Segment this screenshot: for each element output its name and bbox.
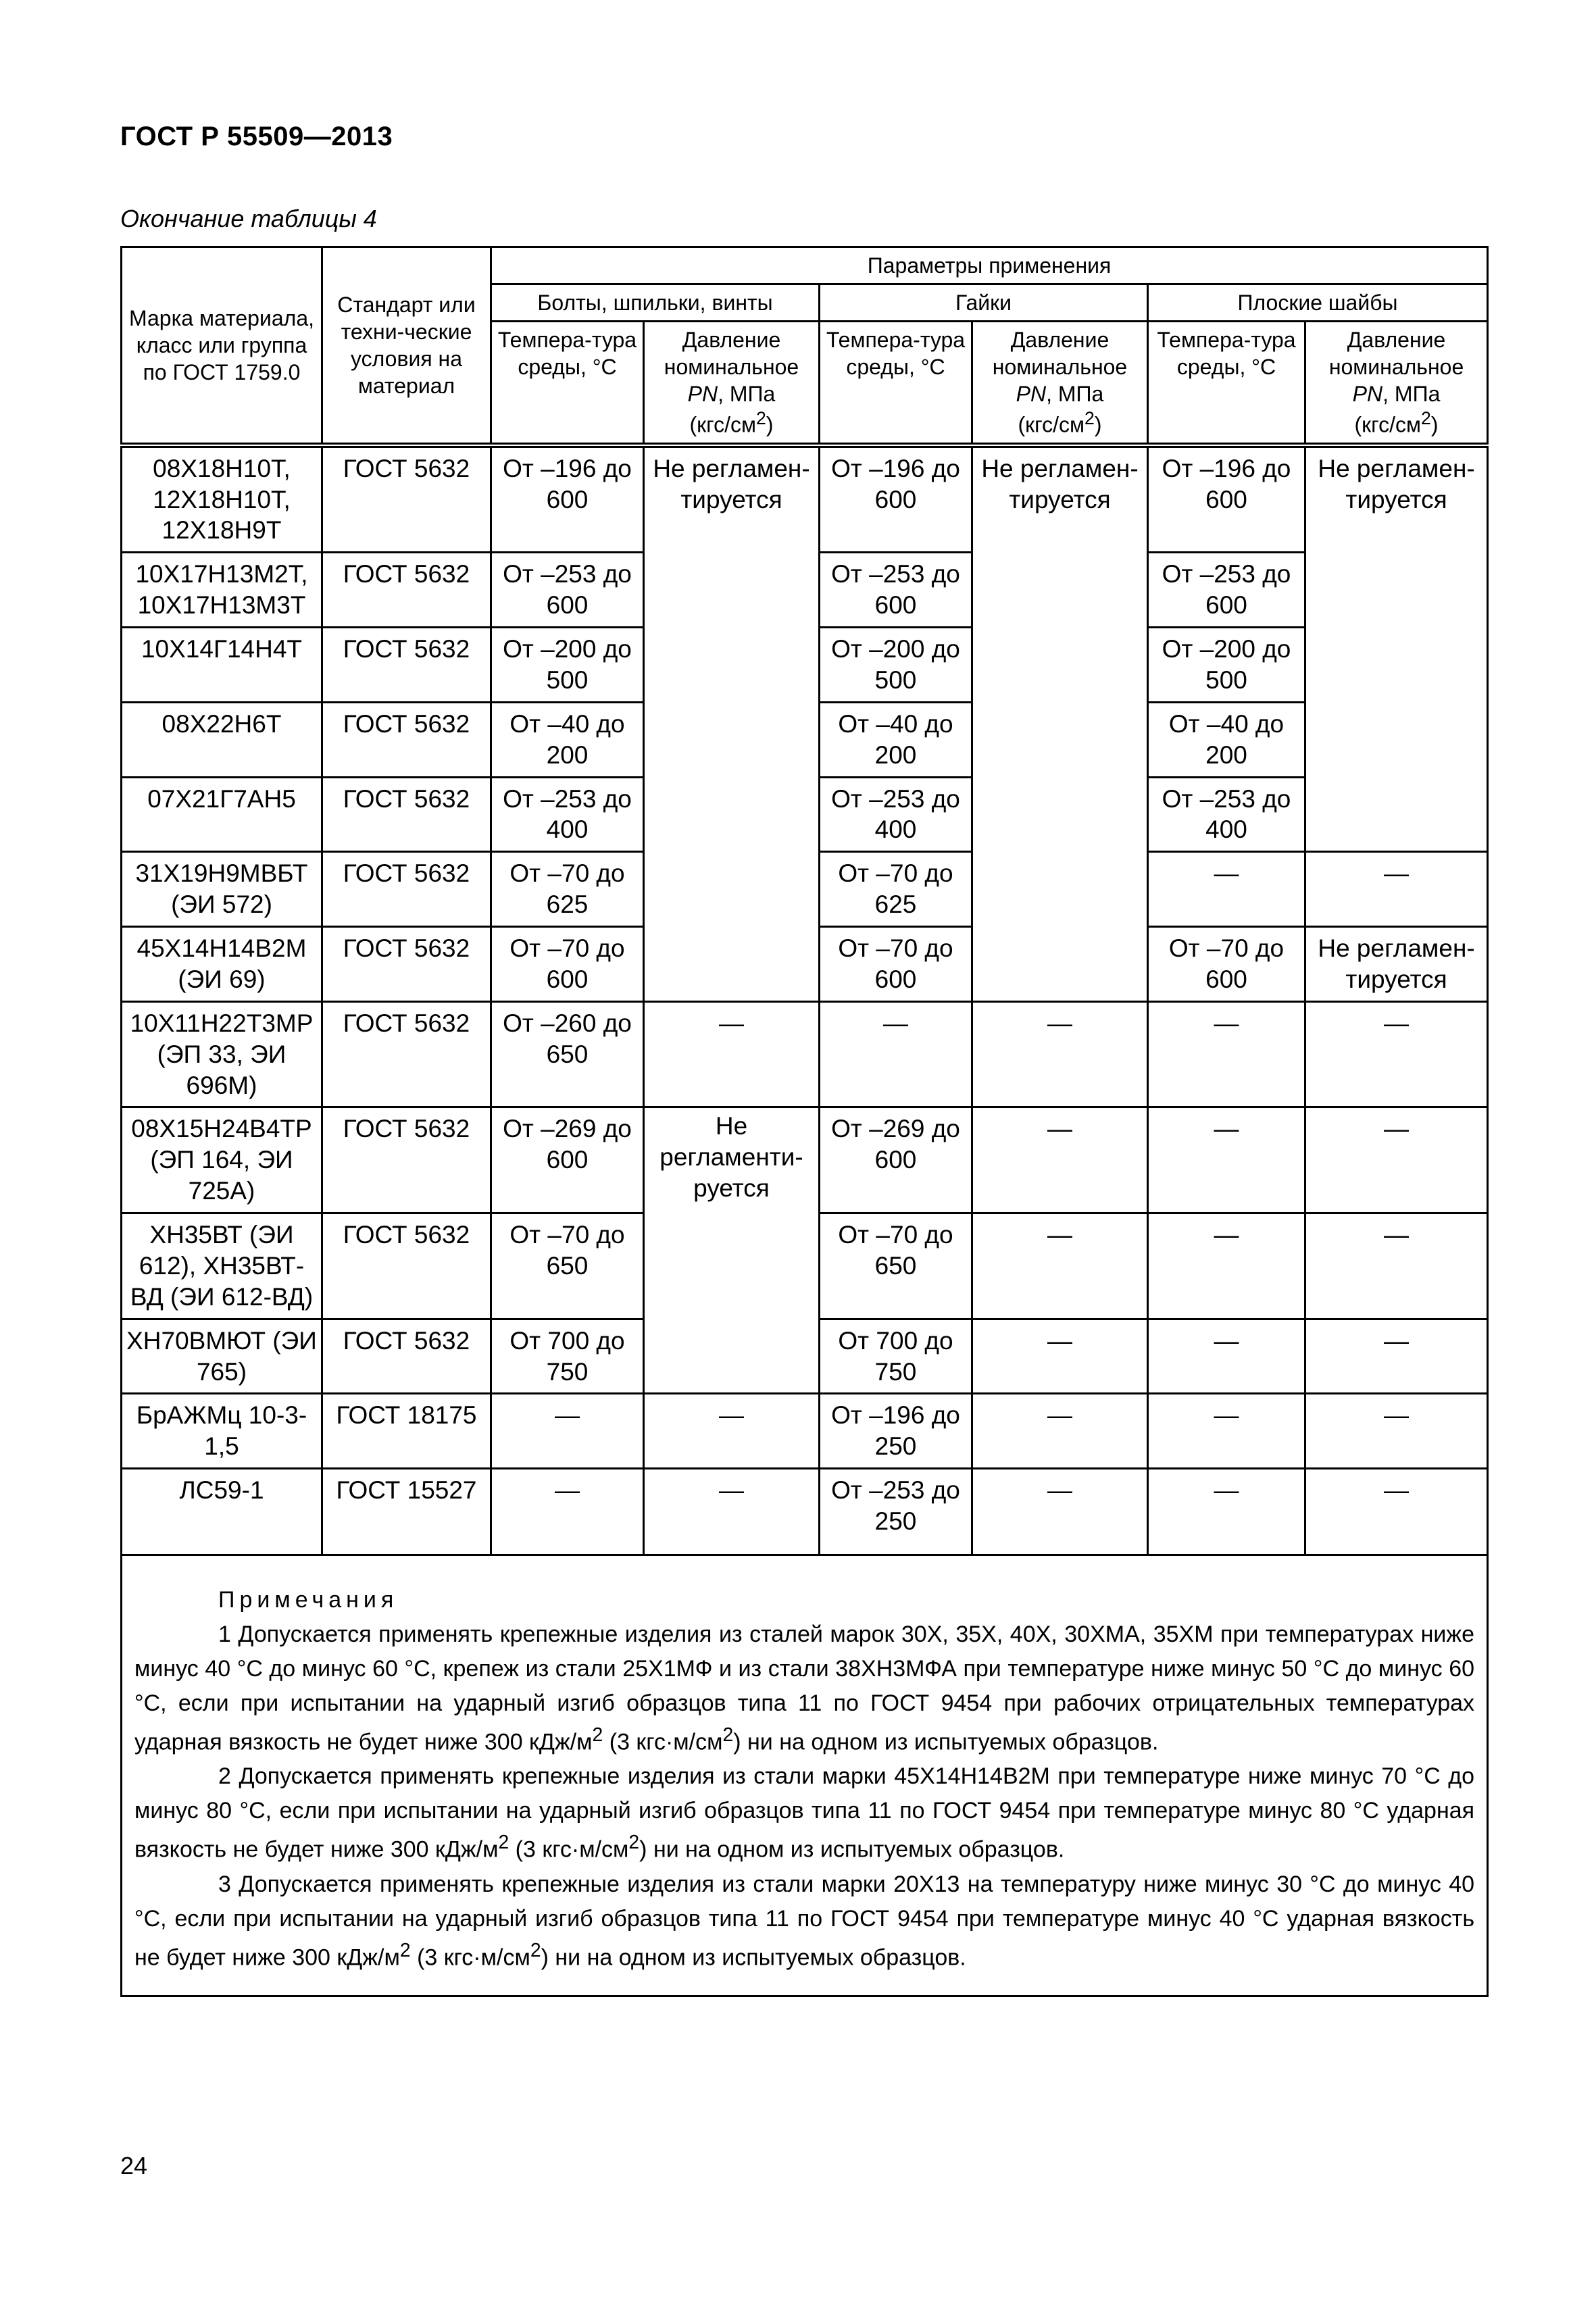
cell-standard: ГОСТ 5632: [322, 1213, 491, 1319]
cell-washer-temp: От –196 до 600: [1148, 445, 1305, 553]
cell-material: 10Х14Г14Н4Т: [122, 628, 322, 703]
header-standard: Стандарт или техни-ческие условия на материал: [322, 247, 491, 445]
cell-bolt-temp: От –269 до 600: [491, 1107, 644, 1213]
cell-material: 07Х21Г7АН5: [122, 777, 322, 852]
cell-nut-temp: От –253 до 250: [820, 1469, 972, 1555]
header-temperature: Темпера-тура среды, °С: [820, 322, 972, 445]
notes-title: Примечания: [218, 1587, 399, 1613]
cell-washer-temp: От –70 до 600: [1148, 927, 1305, 1002]
cell-washer-pressure: —: [1305, 1213, 1488, 1319]
cell-washer-temp: От –253 до 400: [1148, 777, 1305, 852]
header-parameters: Параметры применения: [491, 247, 1488, 284]
notes-cell: [122, 1555, 1488, 1996]
cell-nut-temp: От –253 до 400: [820, 777, 972, 852]
cell-nut-pressure: —: [972, 1001, 1148, 1107]
cell-washer-temp: От –40 до 200: [1148, 702, 1305, 777]
cell-washer-pressure: —: [1305, 1107, 1488, 1213]
cell-washer-temp: —: [1148, 1319, 1305, 1394]
cell-washer-temp: От –200 до 500: [1148, 628, 1305, 703]
cell-washer-pressure: —: [1305, 1319, 1488, 1394]
cell-nut-pressure: —: [972, 1394, 1148, 1469]
cell-standard: ГОСТ 5632: [322, 1107, 491, 1213]
table-row: [122, 1107, 1488, 1213]
cell-washer-pressure-merged: Не регламен-тируется: [1305, 445, 1488, 852]
cell-bolt-pressure: —: [644, 1001, 820, 1107]
cell-material: БрАЖМц 10-3-1,5: [122, 1394, 322, 1469]
document-title: ГОСТ Р 55509—2013: [120, 122, 393, 151]
cell-washer-temp: От –253 до 600: [1148, 553, 1305, 628]
cell-washer-temp: —: [1148, 852, 1305, 927]
cell-material: 45Х14Н14В2М (ЭИ 69): [122, 927, 322, 1002]
header-pressure: Давление номинальное PN, МПа $(кгс/см^2)$: [1305, 322, 1488, 445]
page-number: 24: [120, 2152, 148, 2180]
table-row: [122, 445, 1488, 553]
cell-bolt-temp: От –70 до 600: [491, 927, 644, 1002]
note-3: 3 Допускается применять крепежные изделия из стали марки 20Х13 на температуру ниже минус 30 °С до минус 40 °С, если при испытании на ударный изгиб образцов типа 11 по ГОСТ 9454 при температуре минус 40 °С ударная вязкость не будет ниже 300 кДж/$м^2$ (3 $кгс\cdot м/см^2$) ни на одном из испытуемых образцов.: [134, 1871, 1475, 1971]
cell-material: 08Х15Н24В4ТР (ЭП 164, ЭИ 725А): [122, 1107, 322, 1213]
cell-washer-temp: —: [1148, 1213, 1305, 1319]
cell-standard: ГОСТ 5632: [322, 553, 491, 628]
cell-washer-pressure: —: [1305, 1469, 1488, 1555]
cell-nut-temp: От –70 до 600: [820, 927, 972, 1002]
cell-bolt-temp: —: [491, 1469, 644, 1555]
cell-bolt-temp: От –70 до 650: [491, 1213, 644, 1319]
cell-material: 10Х17Н13М2Т, 10Х17Н13М3Т: [122, 553, 322, 628]
header-washers: Плоские шайбы: [1148, 284, 1488, 322]
note-2: 2 Допускается применять крепежные изделия из стали марки 45Х14Н14В2М при температуре ниже минус 70 °С до минус 80 °С, если при испытании на ударный изгиб образцов типа 11 по ГОСТ 9454 при температуре минус 80 °С ударная вязкость не будет ниже 300 кДж/$м^2$ (3 $кгс\cdot м/см^2$) ни на одном из испытуемых образцов.: [134, 1763, 1475, 1863]
cell-nut-temp: От –40 до 200: [820, 702, 972, 777]
cell-nut-temp: От –253 до 600: [820, 553, 972, 628]
cell-washer-pressure: —: [1305, 852, 1488, 927]
cell-bolt-temp: От –253 до 600: [491, 553, 644, 628]
cell-bolt-pressure-merged: Не регламен-тируется: [644, 445, 820, 1002]
cell-bolt-temp: От –196 до 600: [491, 445, 644, 553]
table-caption: Окончание таблицы 4: [120, 205, 377, 232]
note-1: 1 Допускается применять крепежные изделия из сталей марок 30Х, 35Х, 40Х, 30ХМА, 35ХМ при температурах ниже минус 40 °С до минус 60 °С, крепеж из стали 25Х1МФ и из стали 38ХН3МФА при температуре ниже минус 50 °С до минус 60 °С, если при испытании на ударный изгиб образцов типа 11 по ГОСТ 9454 при рабочих отрицательных температурах ударная вязкость не будет ниже 300 кДж/$м^2$ (3 $кгс\cdot м/см^2$) ни на одном из испытуемых образцов.: [134, 1621, 1475, 1755]
table-row: [122, 1469, 1488, 1555]
cell-bolt-temp: —: [491, 1394, 644, 1469]
cell-nut-temp: От –269 до 600: [820, 1107, 972, 1213]
cell-standard: ГОСТ 15527: [322, 1469, 491, 1555]
cell-material: ЛС59-1: [122, 1469, 322, 1555]
cell-nut-pressure: —: [972, 1213, 1148, 1319]
cell-nut-temp: От 700 до 750: [820, 1319, 972, 1394]
cell-standard: ГОСТ 5632: [322, 445, 491, 553]
cell-bolt-temp: От –70 до 625: [491, 852, 644, 927]
table-row: [122, 1001, 1488, 1107]
cell-nut-pressure: —: [972, 1469, 1148, 1555]
cell-nut-temp: От –196 до 600: [820, 445, 972, 553]
cell-washer-temp: —: [1148, 1001, 1305, 1107]
cell-bolt-pressure: —: [644, 1469, 820, 1555]
cell-standard: ГОСТ 5632: [322, 927, 491, 1002]
cell-nut-temp: От –70 до 625: [820, 852, 972, 927]
header-material: Марка материала, класс или группа по ГОСТ 1759.0: [122, 247, 322, 445]
cell-standard: ГОСТ 5632: [322, 852, 491, 927]
header-temperature: Темпера-тура среды, °С: [491, 322, 644, 445]
cell-standard: ГОСТ 5632: [322, 777, 491, 852]
cell-material: 08Х18Н10Т, 12Х18Н10Т, 12Х18Н9Т: [122, 445, 322, 553]
cell-standard: ГОСТ 5632: [322, 702, 491, 777]
cell-washer-pressure: —: [1305, 1001, 1488, 1107]
cell-bolt-pressure-merged: Не регламенти-руется: [644, 1107, 820, 1394]
cell-bolt-temp: От –200 до 500: [491, 628, 644, 703]
cell-nut-pressure: —: [972, 1107, 1148, 1213]
cell-material: 31Х19Н9МВБТ (ЭИ 572): [122, 852, 322, 927]
header-pressure: Давление номинальное PN, МПа $(кгс/см^2)$: [972, 322, 1148, 445]
cell-washer-temp: —: [1148, 1469, 1305, 1555]
cell-nut-temp: От –70 до 650: [820, 1213, 972, 1319]
cell-material: ХН70ВМЮТ (ЭИ 765): [122, 1319, 322, 1394]
cell-standard: ГОСТ 5632: [322, 1319, 491, 1394]
header-bolts: Болты, шпильки, винты: [491, 284, 820, 322]
cell-bolt-pressure: —: [644, 1394, 820, 1469]
header-temperature: Темпера-тура среды, °С: [1148, 322, 1305, 445]
steel-grades-table: [120, 246, 1489, 1997]
cell-nut-pressure: —: [972, 1319, 1148, 1394]
notes-row: [122, 1555, 1488, 1996]
cell-washer-pressure: Не регламен-тируется: [1305, 927, 1488, 1002]
cell-bolt-temp: От 700 до 750: [491, 1319, 644, 1394]
cell-material: 10Х11Н22Т3МР (ЭП 33, ЭИ 696М): [122, 1001, 322, 1107]
cell-material: ХН35ВТ (ЭИ 612), ХН35ВТ-ВД (ЭИ 612-ВД): [122, 1213, 322, 1319]
cell-washer-temp: —: [1148, 1394, 1305, 1469]
header-pressure: Давление номинальное PN, МПа $(кгс/см^2)$: [644, 322, 820, 445]
cell-bolt-temp: От –40 до 200: [491, 702, 644, 777]
cell-nut-temp: От –196 до 250: [820, 1394, 972, 1469]
cell-material: 08Х22Н6Т: [122, 702, 322, 777]
cell-standard: ГОСТ 18175: [322, 1394, 491, 1469]
cell-standard: ГОСТ 5632: [322, 1001, 491, 1107]
cell-washer-pressure: —: [1305, 1394, 1488, 1469]
cell-nut-temp: —: [820, 1001, 972, 1107]
table-row: [122, 1394, 1488, 1469]
cell-nut-pressure-merged: Не регламен-тируется: [972, 445, 1148, 1002]
cell-nut-temp: От –200 до 500: [820, 628, 972, 703]
cell-standard: ГОСТ 5632: [322, 628, 491, 703]
cell-bolt-temp: От –253 до 400: [491, 777, 644, 852]
header-nuts: Гайки: [820, 284, 1148, 322]
cell-washer-temp: —: [1148, 1107, 1305, 1213]
cell-bolt-temp: От –260 до 650: [491, 1001, 644, 1107]
